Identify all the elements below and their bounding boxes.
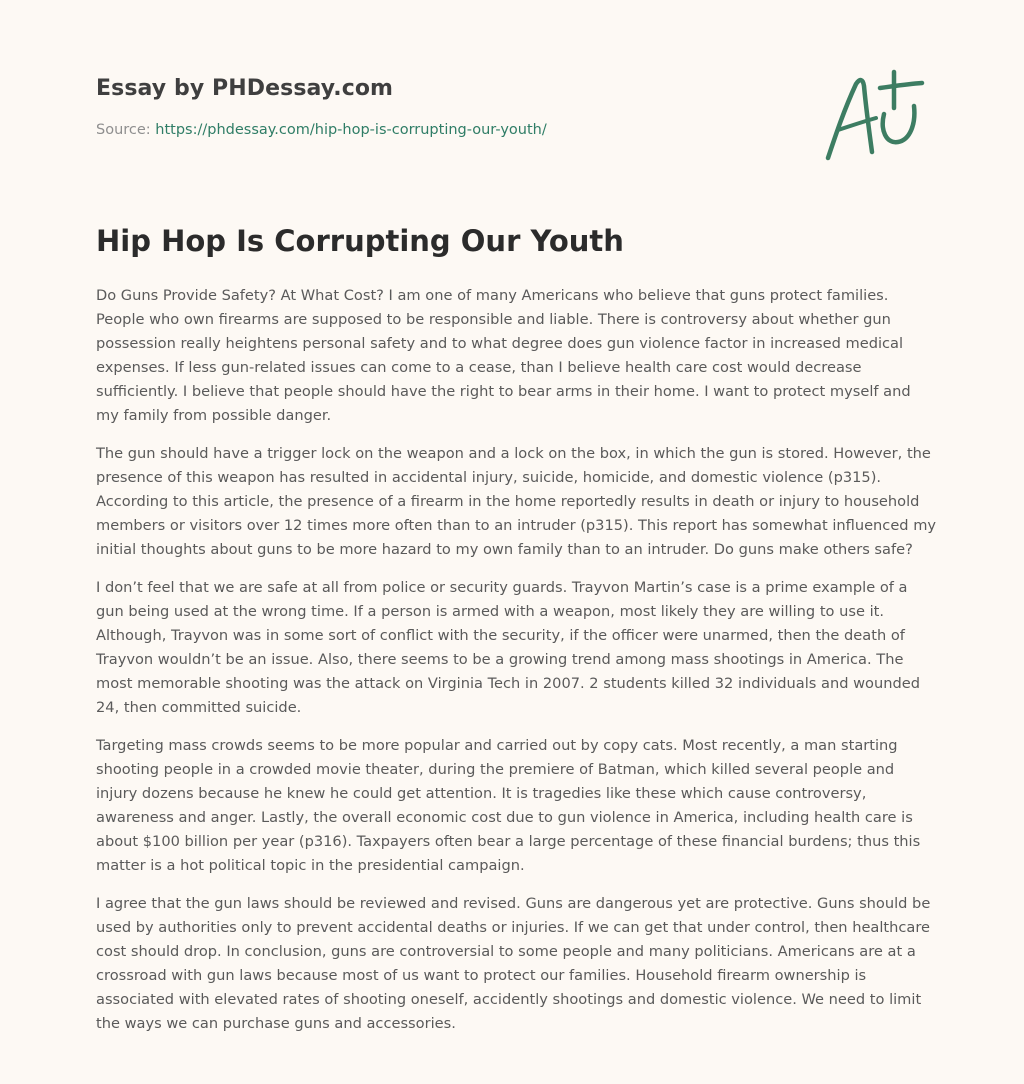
source-line xyxy=(96,122,696,138)
essay-body xyxy=(96,284,938,1050)
a-plus-grade-icon xyxy=(822,68,926,164)
essay-paragraph: I agree that the gun laws should be reviewed and revised. Guns are dangerous yet are protective. Guns should be used by authorities only to prevent accidental deaths or injuries. If we can get that under control, then healthcare cost should drop. In conclusion, guns are controversial to some people and many politicians. Americans are at a crossroad with gun laws because most of us want to protect our families. Household firearm ownership is associated with elevated rates of shooting oneself, accidently shootings and domestic violence. We need to limit the ways we can purchase guns and accessories. xyxy=(96,895,931,1032)
essay-title: Hip Hop Is Corrupting Our Youth xyxy=(96,224,624,258)
site-brand: Essay by PHDessay.com xyxy=(96,76,394,101)
page-header xyxy=(96,76,696,138)
source-link[interactable]: https://phdessay.com/hip-hop-is-corrupting-our-youth/ xyxy=(155,122,547,138)
essay-paragraph: Targeting mass crowds seems to be more popular and carried out by copy cats. Most recently, a man starting shooting people in a crowded movie theater, during the premiere of Batman, which killed several people and injury dozens because he knew he could get attention. It is tragedies like these which cause controversy, awareness and anger. Lastly, the overall economic cost due to gun violence in America, including health care is about $100 billion per year (p316). Taxpayers often bear a large percentage of these financial burdens; thus this matter is a hot political topic in the presidential campaign. xyxy=(96,737,921,874)
source-label: Source: xyxy=(96,122,151,138)
essay-paragraph: The gun should have a trigger lock on the weapon and a lock on the box, in which the gun is stored. However, the presence of this weapon has resulted in accidental injury, suicide, homicide, and domestic violence (p315). According to this article, the presence of a firearm in the home reportedly results in death or injury to household members or visitors over 12 times more often than to an intruder (p315). This report has somewhat influenced my initial thoughts about guns to be more hazard to my own family than to an intruder. Do guns make others safe? xyxy=(96,445,937,558)
essay-paragraph: Do Guns Provide Safety? At What Cost? I am one of many Americans who believe that guns protect families. People who own firearms are supposed to be responsible and liable. There is controversy about whether gun possession really heightens personal safety and to what degree does gun violence factor in increased medical expenses. If less gun-related issues can come to a cease, than I believe health care cost would decrease sufficiently. I believe that people should have the right to bear arms in their home. I want to protect myself and my family from possible danger. xyxy=(96,287,911,424)
essay-paragraph: I don’t feel that we are safe at all from police or security guards. Trayvon Martin’s case is a prime example of a gun being used at the wrong time. If a person is armed with a weapon, most likely they are willing to use it. Although, Trayvon was in some sort of conflict with the security, if the officer were unarmed, then the death of Trayvon wouldn’t be an issue. Also, there seems to be a growing trend among mass shootings in America. The most memorable shooting was the attack on Virginia Tech in 2007. 2 students killed 32 individuals and wounded 24, then committed suicide. xyxy=(96,579,920,716)
